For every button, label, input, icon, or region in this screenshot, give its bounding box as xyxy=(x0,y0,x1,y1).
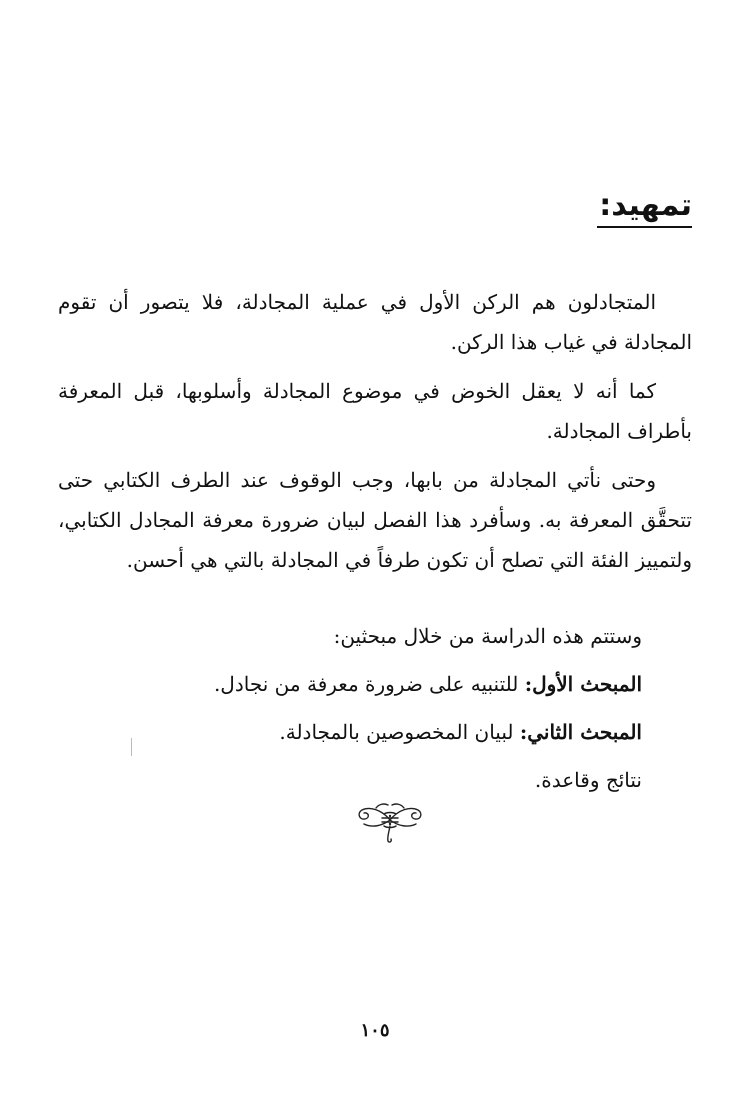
intro-line: وستتم هذه الدراسة من خلال مبحثين: xyxy=(333,624,642,648)
section-text: لبيان المخصوصين بالمجادلة. xyxy=(279,720,520,744)
heading-underline xyxy=(597,226,692,228)
paragraph-3: وحتى نأتي المجادلة من بابها، وجب الوقوف عند الطرف الكتابي حتى تتحقَّق المعرفة به. وسأفرد هذا الفصل لبيان ضرورة معرفة المجادل الكتابي، ولتمييز الفئة التي تصلح أن تكون طرفاً في المجادلة بالتي هي أحسن. xyxy=(58,468,692,572)
heading-block xyxy=(597,188,692,228)
body-text xyxy=(58,282,692,588)
section-item xyxy=(58,708,642,756)
floral-divider-icon xyxy=(354,796,426,844)
page-heading: تمهيد: xyxy=(599,188,692,223)
section-item xyxy=(58,660,642,708)
margin-mark xyxy=(131,738,132,756)
section-label: المبحث الثاني: xyxy=(519,720,642,744)
section-text: للتنبيه على ضرورة معرفة من نجادل. xyxy=(213,672,525,696)
closing-line: نتائج وقاعدة. xyxy=(534,768,642,792)
section-label: المبحث الأول: xyxy=(524,672,642,696)
page-number: ١٠٥ xyxy=(360,1020,390,1041)
paragraph-2: كما أنه لا يعقل الخوض في موضوع المجادلة وأسلوبها، قبل المعرفة بأطراف المجادلة. xyxy=(58,379,692,443)
study-outline xyxy=(58,612,642,804)
paragraph-1: المتجادلون هم الركن الأول في عملية المجادلة، فلا يتصور أن تقوم المجادلة في غياب هذا الركن. xyxy=(58,290,692,354)
